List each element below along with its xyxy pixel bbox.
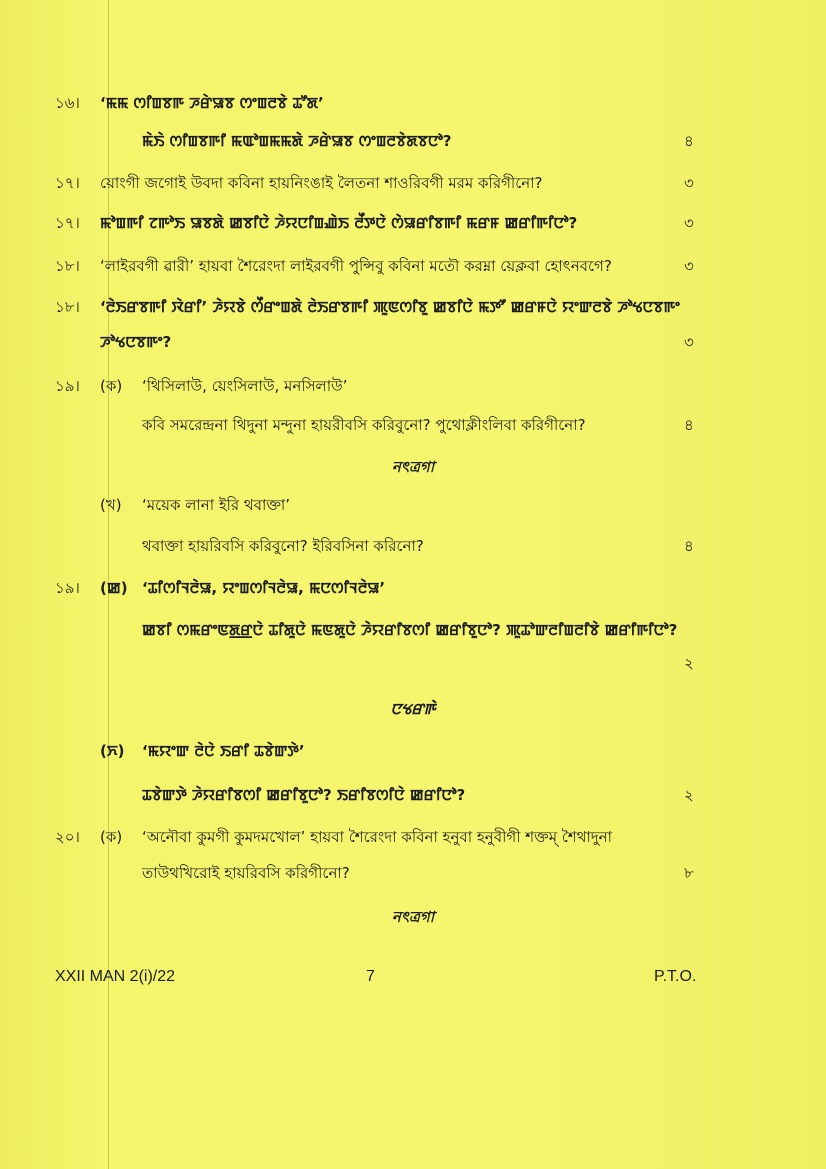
q17-mm-number: ১৭। xyxy=(55,214,80,232)
q16-quote: ‘ꯃꯃ ꯁꯤꯡꯕꯒ ꯍꯔꯥꯎꯕ ꯁꯦꯡꯂꯕꯥ ꯊꯧꯗ’ xyxy=(100,94,324,112)
q16-text: ꯃꯥꯏꯥ ꯁꯤꯡꯕꯒꯤ ꯃꯑꯣꯡꯃꯃꯗꯥ ꯍꯔꯥꯎꯕ ꯁꯦꯡꯂꯕꯥꯗꯕꯅꯣ? xyxy=(142,132,452,150)
q19-mm-kha-mark: ২ xyxy=(684,786,694,804)
q18-mm-mark: ৩ xyxy=(684,333,694,351)
q18-number: ১৮। xyxy=(55,257,80,275)
q20-mark: ৮ xyxy=(684,864,694,882)
q19-mm-number: ১৯। xyxy=(55,579,80,597)
q17-mm-mark: ৩ xyxy=(684,214,694,232)
q17-mark: ৩ xyxy=(684,174,694,192)
q19-kha-label: (খ) xyxy=(100,496,122,514)
q19-mm-kha-text: ꯊꯕꯥꯛꯇꯥ ꯍꯥꯌꯔꯤꯕꯁꯤ ꯀꯔꯤꯕꯨꯅꯣ? ꯏꯔꯤꯕꯁꯤꯅꯥ ꯀꯔꯤꯅꯣ? xyxy=(142,786,466,804)
q19-ka-quote: ‘থিসিলাউ, য়েংসিলাউ, মনসিলাউ’ xyxy=(142,377,348,395)
q16-mark: ৪ xyxy=(684,132,694,150)
q18-text: ‘লাইরবগী ৱারী’ হায়বা শৈরেংদা লাইরবগী পুন্সিবু কবিনা মতৌ করম্না য়েক্লবা হোৎনবগে? xyxy=(100,257,612,275)
q20-text: ‘অনৌবা কুমগী কুমদমখোল’ হায়বা শৈরেংদা কবিনা হনুবা হনুবীগী শক্তম্ শৈথাদুনা xyxy=(142,828,612,846)
or-divider-1: নৎত্রগা xyxy=(391,458,435,476)
or-divider-3: নৎত্রগা xyxy=(391,908,435,926)
q20-label: (ক) xyxy=(100,828,123,846)
footer-pto: P.T.O. xyxy=(654,968,697,985)
q20-number: ২০। xyxy=(55,828,80,846)
q19-mm-quote: ‘ꯊꯤꯁꯤꯜꯂꯥꯎ, ꯌꯦꯡꯁꯤꯜꯂꯥꯎ, ꯃꯅꯁꯤꯜꯂꯥꯎ’ xyxy=(142,579,386,597)
q19-mm-mark: ২ xyxy=(684,654,694,672)
q19-mm-kha-quote: ‘ꯃꯌꯦꯛ ꯂꯥꯅꯥ ꯏꯔꯤ ꯊꯕꯥꯛꯇꯥ’ xyxy=(142,742,305,760)
footer-code: XXII MAN 2(i)/22 xyxy=(55,968,176,985)
q19-mm-kha-label: (ꯈ) xyxy=(100,742,125,760)
q19-kha-mark: ৪ xyxy=(684,537,694,555)
q19-mm-text: ꯀꯕꯤ ꯁꯃꯔꯦꯟꯗ꯭ꯔꯅꯥ ꯊꯤꯗꯨꯅꯥ ꯃꯟꯗꯨꯅꯥ ꯍꯥꯌꯔꯤꯕꯁꯤ ꯀꯔꯤꯕꯨꯅꯣ? ꯄꯨꯊꯣꯛꯂꯤꯡꯂꯤꯕꯥ ꯀꯔꯤꯒꯤꯅꯣ? xyxy=(142,621,678,639)
q19-mm-label: (ꯀ) xyxy=(100,579,128,597)
q16-number: ১৬। xyxy=(55,94,80,112)
or-divider-2: ꯅꯠꯔꯒꯥ xyxy=(390,700,436,718)
q20-text-cont: তাউথখিরোই হায়রিবসি করিগীনো? xyxy=(142,864,350,882)
q19-ka-mark: ৪ xyxy=(684,416,694,434)
q19-number: ১৯। xyxy=(55,377,80,395)
footer-page-number: 7 xyxy=(366,968,375,985)
q18-mm-text: ‘ꯂꯥꯏꯔꯕꯒꯤ ꯋꯥꯔꯤ’ ꯍꯥꯌꯕꯥ ꯁꯩꯔꯦꯡꯗꯥ ꯂꯥꯏꯔꯕꯒꯤ ꯄꯨꯟꯁꯤꯕꯨ ꯀꯕꯤꯅꯥ ꯃꯇꯧ ꯀꯔꯝꯅꯥ ꯌꯦꯛꯂꯕꯥ ꯍꯣꯠꯅꯕꯒꯦ xyxy=(100,298,680,316)
q18-mm-number: ১৮। xyxy=(55,298,80,316)
q19-ka-text: কবি সমরেন্দ্রনা থিদুনা মন্দুনা হায়রীবসি করিবুনো? পুথোক্লীংলিবা করিগীনো? xyxy=(142,416,586,434)
q18-mm-text-cont: ꯍꯣꯠꯅꯕꯒꯦ? xyxy=(100,333,172,351)
q19-kha-text: থবাক্তা হায়রিবসি করিবুনো? ইরিবসিনা করিনো? xyxy=(142,537,424,555)
q18-mark: ৩ xyxy=(684,257,694,275)
q19-kha-quote: ‘ময়েক লানা ইরি থবাক্তা’ xyxy=(142,496,291,514)
q17-text: য়োংগী জগোই উবদা কবিনা হায়নিংঙাই লৈতনা শাওরিবগী মরম করিগীনো? xyxy=(100,174,543,192)
q17-mm-text: ꯃꯣꯡꯒꯤ ꯖꯒꯣꯏ ꯎꯕꯗꯥ ꯀꯕꯤꯅꯥ ꯍꯥꯌꯅꯤꯡꯉꯥꯏ ꯂꯩꯇꯅꯥ ꯁꯥꯎꯔꯤꯕꯒꯤ ꯃꯔꯝ ꯀꯔꯤꯒꯤꯅꯣ? xyxy=(100,214,578,232)
q17-number: ১৭। xyxy=(55,174,80,192)
q19-ka-label: (ক) xyxy=(100,377,123,395)
